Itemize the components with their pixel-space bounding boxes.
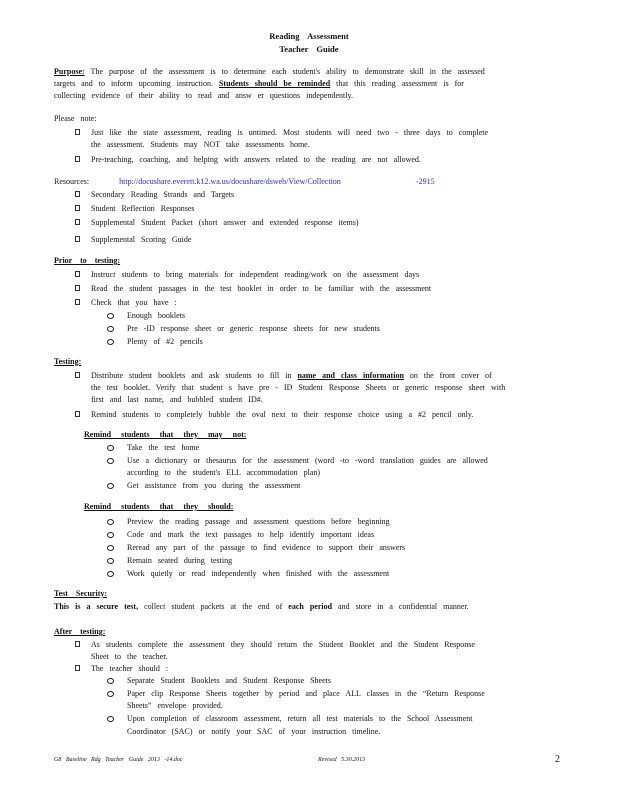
resources-line xyxy=(54,176,341,187)
circle-bullet-icon xyxy=(107,571,114,577)
testing-line-1 xyxy=(91,370,492,381)
doc-subtitle: Teacher Guide xyxy=(279,44,339,54)
may-not-item: Take the test home xyxy=(127,443,200,452)
after-item-cont: Sheet to the teacher. xyxy=(91,652,168,661)
purpose-text-2a: targets and to inform upcoming instruction. xyxy=(54,79,213,88)
resource-item: Supplemental Scoring Guide xyxy=(91,235,192,244)
note-item-1-cont: the assessment. Students may NOT take assessments home. xyxy=(91,140,310,149)
testing-line-2: the test booklet. Verify that student s have pre - ID Student Response Sheets or generic response sheet with xyxy=(91,383,506,392)
security-text-c: each period xyxy=(288,602,333,611)
footer-revised: Revised 5.30.2013 xyxy=(318,757,366,763)
prior-subitem: Pre -ID response sheet or generic response sheets for new students xyxy=(127,324,380,333)
prior-subitem: Plenty of #2 pencils xyxy=(127,337,203,346)
security-label: Test Security: xyxy=(54,589,108,598)
purpose-line-1 xyxy=(54,66,485,77)
testing-text-1a: Distribute student booklets and ask students to fill in xyxy=(91,371,292,380)
after-subitem-cont: Coordinator (SAC) or notify your SAC of your instruction timeline. xyxy=(127,727,381,736)
after-subitem: Upon completion of classroom assessment, return all test materials to the School Assessment xyxy=(127,714,473,723)
square-bullet-icon xyxy=(75,191,80,197)
circle-bullet-icon xyxy=(107,445,114,451)
security-line xyxy=(54,601,469,612)
after-label: After testing: xyxy=(54,627,106,636)
may-not-item: Use a dictionary or thesaurus for the assessment (word -to -word translation guides are allowed xyxy=(127,456,488,465)
may-not-item: Get assistance from you during the assessment xyxy=(127,481,301,490)
resource-item: Student Reflection Responses xyxy=(91,204,195,213)
prior-label: Prior to testing: xyxy=(54,256,121,265)
resource-item: Secondary Reading Strands and Targets xyxy=(91,190,235,199)
square-bullet-icon xyxy=(75,156,80,162)
circle-bullet-icon xyxy=(107,519,114,525)
may-not-item-cont: according to the student's ELL accommodation plan) xyxy=(127,468,321,477)
note-item-1: Just like the state assessment, reading is untimed. Most students will need two - three days to complete xyxy=(91,128,489,137)
should-label: Remind students that they should: xyxy=(84,502,234,511)
square-bullet-icon xyxy=(75,129,80,135)
after-item: The teacher should : xyxy=(91,664,169,673)
prior-item: Instruct students to bring materials for independent reading/work on the assessment days xyxy=(91,270,420,279)
prior-subitem: Enough booklets xyxy=(127,311,185,320)
docushare-link[interactable]: http://docushare.everett.k12.wa.us/docushare/dsweb/View/Collection xyxy=(119,177,341,186)
should-item: Work quietly or read independently when finished with the assessment xyxy=(127,569,390,578)
after-item: As students complete the assessment they should return the Student Booklet and the Student Response xyxy=(91,640,475,649)
purpose-line-2 xyxy=(54,78,464,89)
circle-bullet-icon xyxy=(107,313,114,319)
square-bullet-icon xyxy=(75,372,80,378)
square-bullet-icon xyxy=(75,271,80,277)
square-bullet-icon xyxy=(75,299,80,305)
circle-bullet-icon xyxy=(107,545,114,551)
circle-bullet-icon xyxy=(107,483,114,489)
square-bullet-icon xyxy=(75,665,80,671)
note-item-2: Pre-teaching, coaching, and helping with answers related to the reading are not allowed. xyxy=(91,155,421,164)
circle-bullet-icon xyxy=(107,532,114,538)
circle-bullet-icon xyxy=(107,678,114,684)
circle-bullet-icon xyxy=(107,558,114,564)
please-note-label: Please note: xyxy=(54,114,97,123)
resources-label: Resources: xyxy=(54,177,90,186)
square-bullet-icon xyxy=(75,236,80,242)
testing-line-4: Remind students to completely bubble the oval next to their response choice using a #2 pencil only. xyxy=(91,410,474,419)
purpose-emphasis: Students should be reminded xyxy=(218,79,331,88)
square-bullet-icon xyxy=(75,411,80,417)
should-item: Reread any part of the passage to find evidence to support their answers xyxy=(127,543,406,552)
circle-bullet-icon xyxy=(107,326,114,332)
purpose-text-3: collecting evidence of their ability to read and answ er questions independently. xyxy=(54,91,353,100)
testing-emphasis: name and class information xyxy=(297,371,404,380)
circle-bullet-icon xyxy=(107,716,114,722)
should-item: Preview the reading passage and assessment questions before beginning xyxy=(127,517,390,526)
after-subitem: Separate Student Booklets and Student Response Sheets xyxy=(127,676,331,685)
circle-bullet-icon xyxy=(107,691,114,697)
square-bullet-icon xyxy=(75,285,80,291)
doc-title: Reading Assessment xyxy=(269,31,349,41)
prior-item: Check that you have : xyxy=(91,298,177,307)
security-text-d: and store in a confidential manner. xyxy=(338,602,469,611)
page-number: 2 xyxy=(555,754,560,765)
may-not-label: Remind students that they may not: xyxy=(84,430,247,439)
purpose-text-1: The purpose of the assessment is to determine each student's ability to demonstrate skill in the assessed xyxy=(90,67,485,76)
security-text-a: This is a secure test, xyxy=(54,602,139,611)
after-subitem: Paper clip Response Sheets together by period and place ALL classes in the “Return Response xyxy=(127,689,485,698)
purpose-label: Purpose: xyxy=(54,67,85,76)
after-subitem-cont: Sheets” envelope provided. xyxy=(127,701,223,710)
circle-bullet-icon xyxy=(107,339,114,345)
footer-filename: G8 Baseline Rdg Teacher Guide 2013 -14.doc xyxy=(54,757,183,763)
circle-bullet-icon xyxy=(107,458,114,464)
prior-item: Read the student passages in the test booklet in order to be familiar with the assessment xyxy=(91,284,432,293)
purpose-text-2c: that this reading assessment is for xyxy=(336,79,464,88)
collection-code: -2915 xyxy=(416,177,435,186)
testing-line-3: first and last name, and bubbled student ID#. xyxy=(91,395,263,404)
testing-label: Testing: xyxy=(54,357,82,366)
should-item: Remain seated during testing xyxy=(127,556,233,565)
square-bullet-icon xyxy=(75,205,80,211)
square-bullet-icon xyxy=(75,219,80,225)
should-item: Code and mark the text passages to help identify important ideas xyxy=(127,530,375,539)
testing-text-1c: on the front cover of xyxy=(409,371,492,380)
security-text-b: collect student packets at the end of xyxy=(144,602,283,611)
square-bullet-icon xyxy=(75,641,80,647)
resource-item: Supplemental Student Packet (short answer and extended response items) xyxy=(91,218,359,227)
